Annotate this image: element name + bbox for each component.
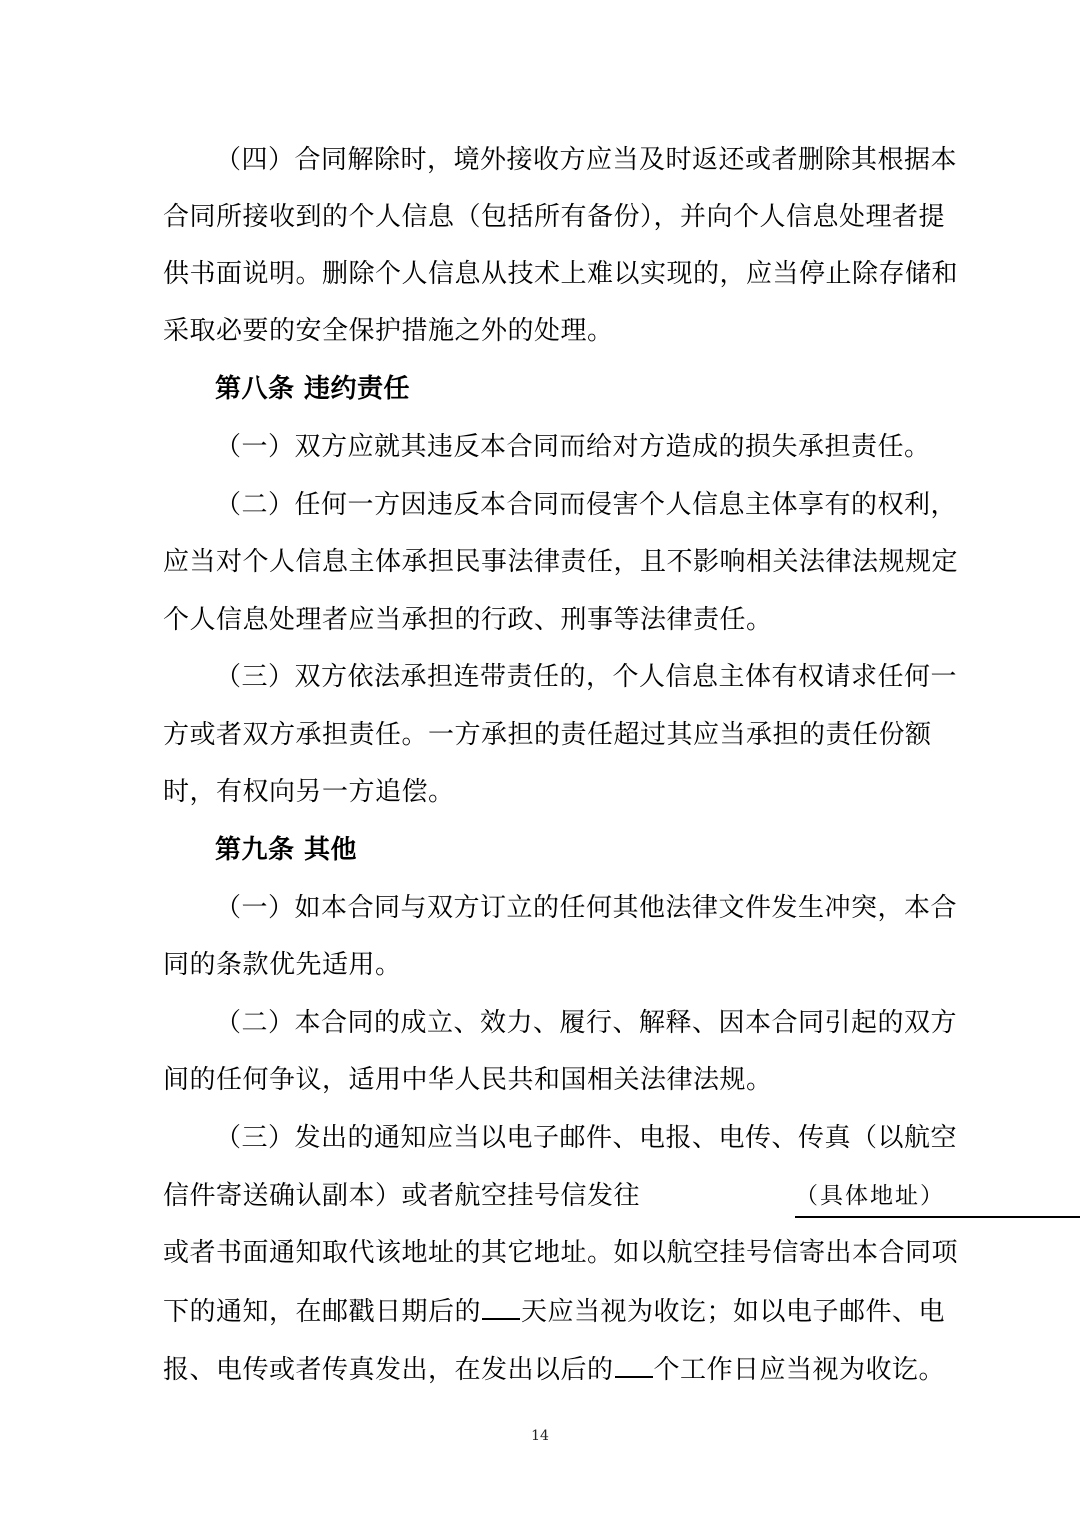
paragraph-text: 报、电传或者传真发出，在发出以后的 (163, 1355, 614, 1385)
paragraph-text: 个工作日应当视为收讫。 (653, 1355, 946, 1385)
paragraph-line: 应当对个人信息主体承担民事法律责任，且不影响相关法律法规规定 (163, 547, 959, 577)
paragraph-line: 同的条款优先适用。 (163, 950, 402, 980)
paragraph-line: 或者书面通知取代该地址的其它地址。如以航空挂号信寄出本合同项 (163, 1238, 959, 1268)
days-blank-field[interactable] (482, 1290, 520, 1320)
paragraph-text: 下的通知，在邮戳日期后的 (163, 1297, 482, 1327)
working-days-blank-field[interactable] (615, 1348, 653, 1378)
paragraph-line: 间的任何争议，适用中华人民共和国相关法律法规。 (163, 1065, 773, 1095)
paragraph-line: 个人信息处理者应当承担的行政、刑事等法律责任。 (163, 605, 773, 635)
paragraph-text: 天应当视为收讫；如以电子邮件、电 (521, 1297, 946, 1327)
paragraph-text: 信件寄送确认副本）或者航空挂号信发往 (163, 1181, 641, 1211)
paragraph-line: 时，有权向另一方追偿。 (163, 777, 455, 807)
paragraph-line-with-address (163, 1176, 945, 1216)
paragraph-line: （四）合同解除时，境外接收方应当及时返还或者删除其根据本 (215, 145, 958, 175)
paragraph-line-with-blank (163, 1290, 946, 1330)
paragraph-line: （二）本合同的成立、效力、履行、解释、因本合同引起的双方 (215, 1008, 958, 1038)
paragraph-line: （三）双方依法承担连带责任的，个人信息主体有权请求任何一 (215, 662, 958, 692)
paragraph-line: （一）双方应就其违反本合同而给对方造成的损失承担责任。 (215, 432, 931, 462)
paragraph-line: （一）如本合同与双方订立的任何其他法律文件发生冲突，本合 (215, 893, 958, 923)
paragraph-line: 采取必要的安全保护措施之外的处理。 (163, 316, 614, 346)
paragraph-line-with-blank (163, 1348, 946, 1388)
article-9-heading: 第九条 其他 (215, 835, 358, 865)
paragraph-line: （三）发出的通知应当以电子邮件、电报、电传、传真（以航空 (215, 1123, 958, 1153)
address-fill-field[interactable] (795, 1176, 1080, 1218)
paragraph-line: 方或者双方承担责任。一方承担的责任超过其应当承担的责任份额 (163, 720, 932, 750)
paragraph-line: 合同所接收到的个人信息（包括所有备份），并向个人信息处理者提 (163, 202, 946, 232)
article-8-heading: 第八条 违约责任 (215, 374, 411, 404)
page-number: 14 (531, 1428, 549, 1444)
paragraph-line: （二）任何一方因违反本合同而侵害个人信息主体享有的权利， (215, 490, 958, 520)
paragraph-line: 供书面说明。删除个人信息从技术上难以实现的，应当停止除存储和 (163, 259, 959, 289)
address-placeholder: （具体地址） (795, 1183, 945, 1209)
